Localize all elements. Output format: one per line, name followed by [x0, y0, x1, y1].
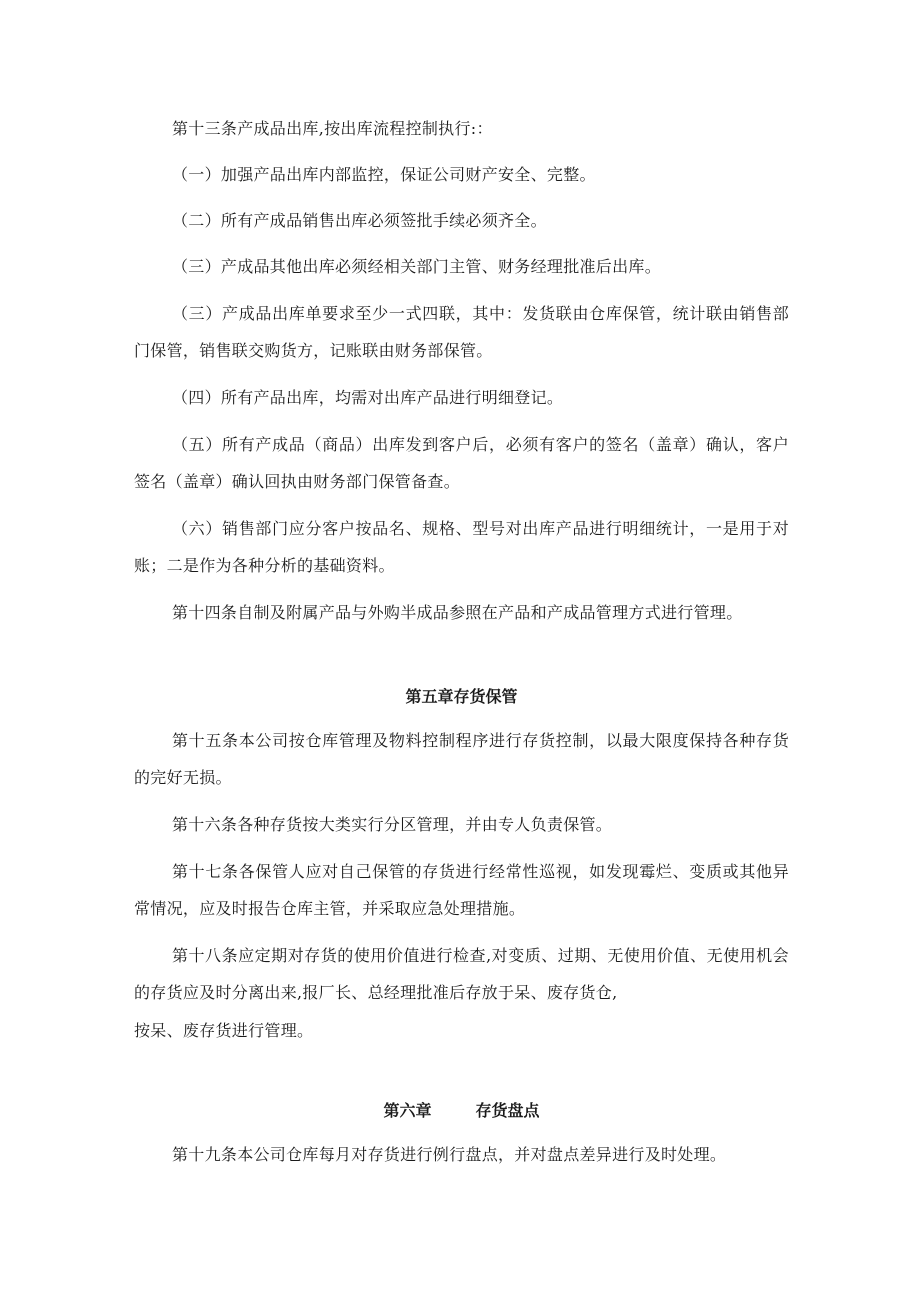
article-14: 第十四条自制及附属产品与外购半成品参照在产品和产成品管理方式进行管理。	[172, 603, 743, 622]
clause-3a: （三）产成品其他出库必须经相关部门主管、财务经理批准后出库。	[172, 257, 662, 276]
article-18-continued: 按呆、废存货进行管理。	[134, 1021, 314, 1040]
chapter-6-name: 存货盘点	[475, 1101, 540, 1120]
clause-6: （六）销售部门应分客户按品名、规格、型号对出库产品进行明细统计，一是用于对账；二是作为各种分析的基础资料。	[134, 519, 789, 575]
article-13: 第十三条产成品出库,按出库流程控制执行:：	[172, 119, 493, 138]
article-18: 第十八条应定期对存货的使用价值进行检查,对变质、过期、无使用价值、无使用机会的存货应及时分离出来,报厂长、总经理批准后存放于呆、废存货仓,	[134, 946, 789, 1002]
clause-5: （五）所有产成品（商品）出库发到客户后，必须有客户的签名（盖章）确认，客户签名（盖章）确认回执由财务部门保管备查。	[134, 435, 789, 491]
article-19: 第十九条本公司仓库每月对存货进行例行盘点，并对盘点差异进行及时处理。	[172, 1145, 727, 1164]
chapter-5-title: 第五章存货保管	[405, 687, 518, 706]
chapter-6-number: 第六章	[383, 1101, 432, 1120]
article-15: 第十五条本公司按仓库管理及物料控制程序进行存货控制，以最大限度保持各种存货的完好无损。	[134, 731, 789, 787]
article-16: 第十六条各种存货按大类实行分区管理，并由专人负责保管。	[172, 815, 613, 834]
clause-3b: （三）产成品出库单要求至少一式四联，其中：发货联由仓库保管，统计联由销售部门保管，销售联交购货方，记账联由财务部保管。	[134, 304, 789, 360]
chapter-6-title	[134, 1099, 789, 1123]
clause-4: （四）所有产品出库，均需对出库产品进行明细登记。	[172, 388, 564, 407]
article-17: 第十七条各保管人应对自己保管的存货进行经常性巡视，如发现霉烂、变质或其他异常情况，应及时报告仓库主管，并采取应急处理措施。	[134, 862, 789, 918]
clause-1: （一）加强产品出库内部监控，保证公司财产安全、完整。	[172, 165, 596, 184]
clause-2: （二）所有产成品销售出库必须签批手续必须齐全。	[172, 211, 547, 230]
